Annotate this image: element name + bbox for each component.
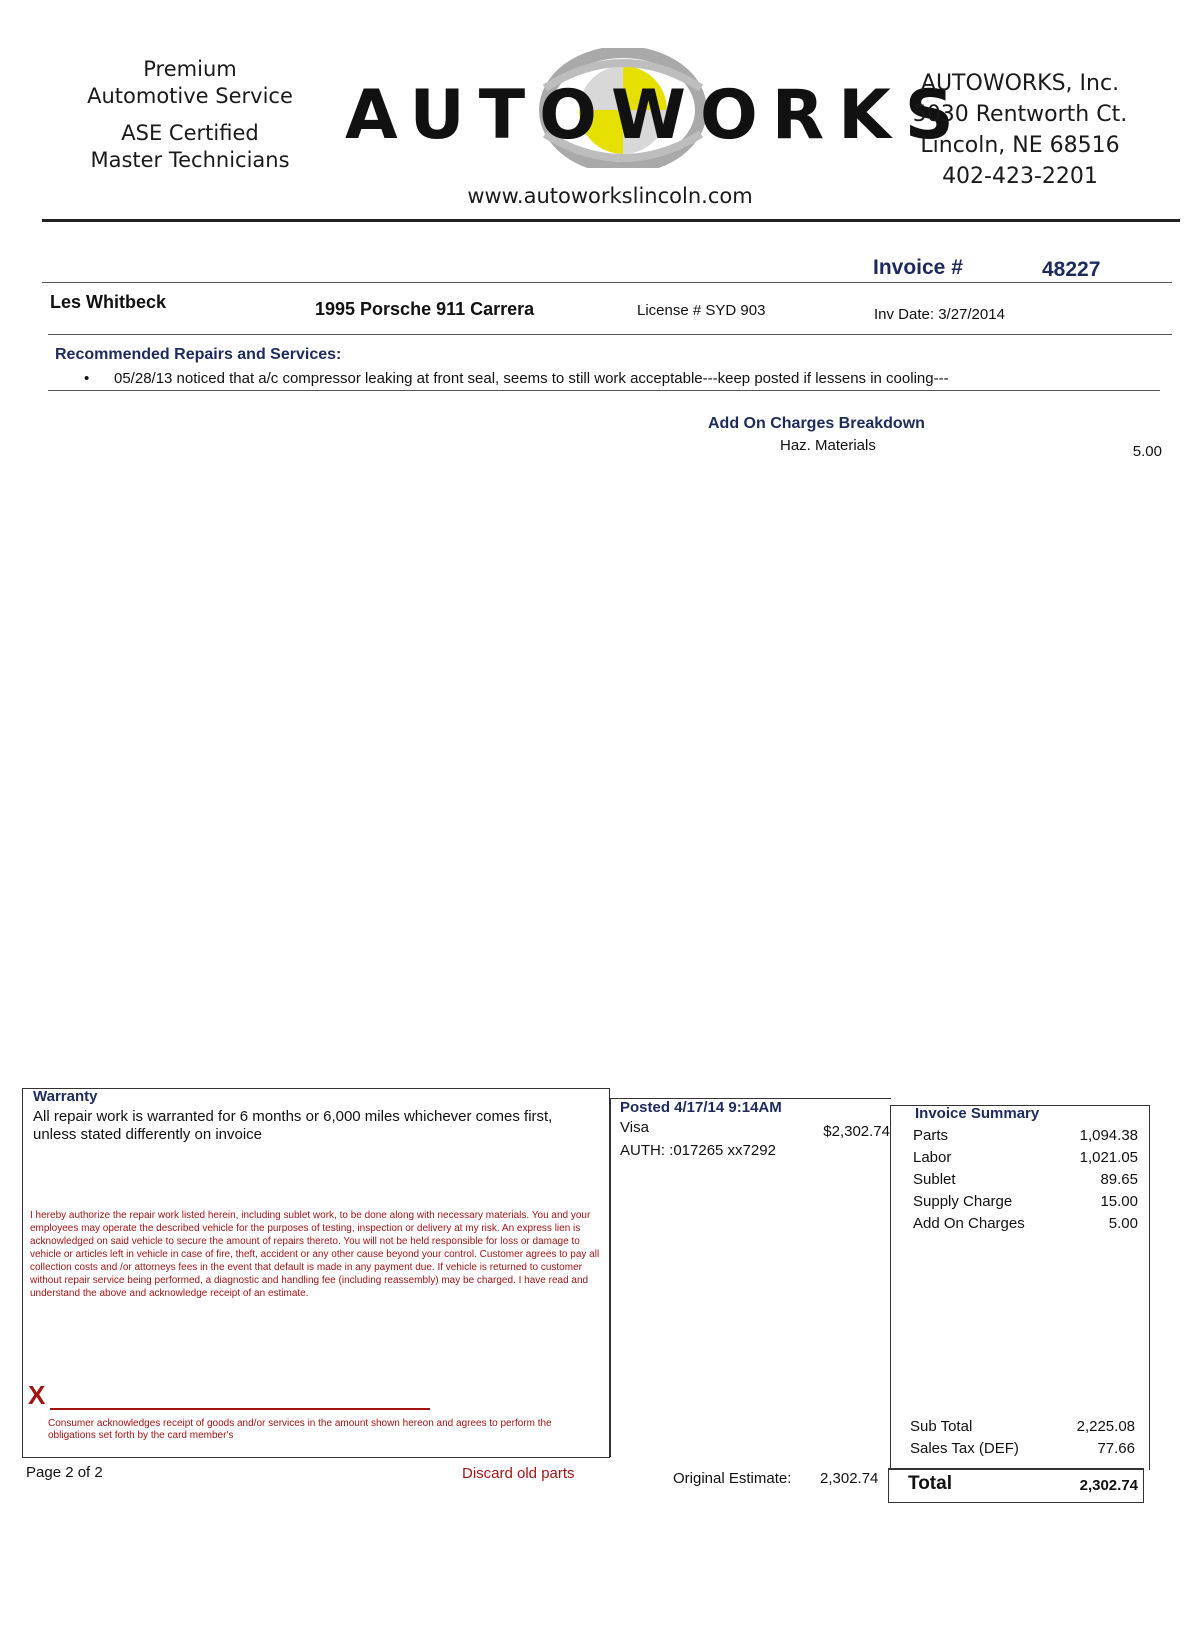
authorization-legal-text: I hereby authorize the repair work listed herein, including sublet work, to be done along with necessary materials. You and your employees may operate the described vehicle for the purposes of testing, inspection or delivery at my risk. An express lien is acknowledged on said vehicle to secure the amount of repairs thereto. You will not be held responsible for loss or damage to vehicle or articles left in vehicle in case of fire, theft, accident or any other cause beyond your control. Customer agrees to pay all collection costs and /or attorneys fees in the event that default is made in any payment due. If vehicle is returned to customer without repair service being performed, a diagnostic and handling fee (including reassembly) may be charged. I have read and understand the above and acknowledge receipt of an estimate. bbox=[30, 1210, 600, 1299]
page-number: Page 2 of 2 bbox=[26, 1464, 103, 1481]
recommended-item-text: 05/28/13 noticed that a/c compressor leaking at front seal, seems to still work acceptable---keep posted if lessens in cooling--- bbox=[114, 370, 949, 387]
summary-value: 1,021.05 bbox=[1079, 1149, 1138, 1166]
company-city: Lincoln, NE 68516 bbox=[920, 133, 1120, 158]
original-estimate-value: 2,302.74 bbox=[820, 1470, 879, 1487]
summary-row-labor bbox=[913, 1149, 1138, 1166]
warranty-text: All repair work is warranted for 6 months or 6,000 miles whichever comes first, unless stated differently on invoice bbox=[33, 1108, 553, 1143]
certification-line-1: ASE Certified bbox=[121, 121, 259, 145]
summary-label: Parts bbox=[913, 1127, 949, 1144]
summary-value: 5.00 bbox=[1108, 1215, 1138, 1232]
summary-label: Sublet bbox=[913, 1171, 956, 1188]
summary-row-sublet bbox=[913, 1171, 1138, 1188]
summary-label: Labor bbox=[913, 1149, 952, 1166]
original-estimate-label: Original Estimate: bbox=[673, 1470, 792, 1487]
recommended-item bbox=[84, 370, 949, 387]
invoice-divider bbox=[42, 282, 1172, 283]
summary-row-sales-tax bbox=[910, 1440, 1135, 1457]
discard-old-parts-note: Discard old parts bbox=[462, 1465, 575, 1482]
certification-line-2: Master Technicians bbox=[90, 148, 290, 172]
tagline-line-1: Premium bbox=[143, 57, 237, 81]
addon-title: Add On Charges Breakdown bbox=[708, 415, 925, 432]
summary-label: Sales Tax (DEF) bbox=[910, 1440, 1019, 1457]
info-divider bbox=[48, 334, 1172, 335]
invoice-number-label: Invoice # bbox=[873, 256, 963, 279]
summary-value: 2,225.08 bbox=[1076, 1418, 1135, 1435]
customer-name: Les Whitbeck bbox=[50, 292, 167, 312]
addon-value: 5.00 bbox=[1132, 443, 1162, 460]
consumer-acknowledgement: Consumer acknowledges receipt of goods and/or services in the amount shown hereon and agrees to perform the obligations set forth by the card member's bbox=[48, 1418, 552, 1441]
summary-value: 77.66 bbox=[1097, 1440, 1135, 1457]
total-value: 2,302.74 bbox=[1079, 1477, 1138, 1494]
summary-row-subtotal bbox=[910, 1418, 1135, 1435]
warranty-title: Warranty bbox=[33, 1088, 98, 1105]
invoice-date: Inv Date: 3/27/2014 bbox=[874, 306, 1005, 323]
summary-row-parts bbox=[913, 1127, 1138, 1144]
company-street: 5030 Rentworth Ct. bbox=[912, 102, 1128, 127]
tagline-line-2: Automotive Service bbox=[87, 84, 293, 108]
vehicle-description: 1995 Porsche 911 Carrera bbox=[315, 299, 535, 319]
signature-line[interactable] bbox=[50, 1408, 430, 1410]
autoworks-logo bbox=[345, 48, 968, 168]
payment-amount: $2,302.74 bbox=[823, 1123, 890, 1140]
company-phone: 402-423-2201 bbox=[942, 164, 1098, 189]
company-name: AUTOWORKS, Inc. bbox=[920, 71, 1120, 96]
summary-label: Add On Charges bbox=[913, 1215, 1025, 1232]
company-tagline bbox=[60, 56, 320, 174]
website-link[interactable]: www.autoworkslincoln.com bbox=[467, 184, 753, 208]
payment-auth: AUTH: :017265 xx7292 bbox=[620, 1142, 776, 1159]
bullet-icon: • bbox=[84, 370, 90, 387]
signature-x-mark: X bbox=[28, 1380, 46, 1410]
recommended-divider bbox=[48, 390, 1160, 391]
posted-timestamp: Posted 4/17/14 9:14AM bbox=[620, 1099, 782, 1116]
addon-label: Haz. Materials bbox=[780, 437, 876, 454]
summary-label: Sub Total bbox=[910, 1418, 973, 1435]
recommended-title: Recommended Repairs and Services: bbox=[55, 346, 342, 363]
invoice-number: 48227 bbox=[1042, 258, 1101, 281]
company-address bbox=[900, 68, 1140, 192]
summary-value: 89.65 bbox=[1100, 1171, 1138, 1188]
summary-value: 1,094.38 bbox=[1079, 1127, 1138, 1144]
summary-value: 15.00 bbox=[1100, 1193, 1138, 1210]
payment-method: Visa bbox=[620, 1119, 649, 1136]
total-label: Total bbox=[908, 1473, 952, 1494]
header-divider bbox=[42, 219, 1180, 222]
logo-wordmark: AUTOWORKS bbox=[345, 76, 968, 155]
summary-row-supply-charge bbox=[913, 1193, 1138, 1210]
license-number: License # SYD 903 bbox=[637, 302, 766, 319]
invoice-summary-title: Invoice Summary bbox=[915, 1105, 1040, 1122]
summary-label: Supply Charge bbox=[913, 1193, 1013, 1210]
summary-row-add-on-charges bbox=[913, 1215, 1138, 1232]
